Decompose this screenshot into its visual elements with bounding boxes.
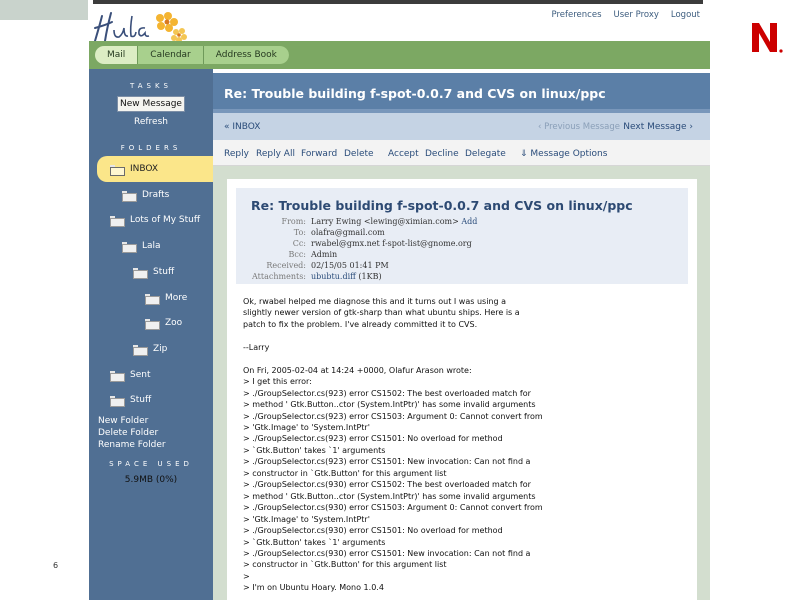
delete-folder-link[interactable]: Delete Folder bbox=[98, 428, 159, 438]
back-to-inbox-link[interactable]: « INBOX bbox=[224, 122, 261, 132]
add-contact-link[interactable]: Add bbox=[461, 217, 478, 226]
folder-label: Zoo bbox=[165, 318, 183, 328]
folder-icon bbox=[110, 371, 123, 380]
folder-label: More bbox=[165, 293, 188, 303]
folder-icon bbox=[110, 396, 123, 405]
novell-logo-icon bbox=[748, 20, 788, 60]
message-view bbox=[213, 69, 710, 600]
logout-link[interactable]: Logout bbox=[670, 10, 700, 20]
forward-link[interactable]: Forward bbox=[301, 149, 338, 159]
folder-icon bbox=[133, 345, 146, 354]
message-area bbox=[213, 166, 710, 600]
folder-label: INBOX bbox=[130, 164, 159, 174]
folder-icon bbox=[110, 216, 123, 225]
folder-drafts[interactable] bbox=[122, 190, 169, 200]
folder-open-icon bbox=[110, 165, 123, 174]
folder-icon bbox=[145, 294, 158, 303]
folder-stuff[interactable] bbox=[110, 395, 151, 405]
delete-link[interactable]: Delete bbox=[344, 149, 374, 159]
tab-mail[interactable]: Mail bbox=[95, 46, 138, 64]
space-used-value: 5.9MB (0%) bbox=[124, 475, 178, 485]
message-actions bbox=[213, 140, 710, 166]
top-links bbox=[552, 10, 700, 20]
folders-label: FOLDERS bbox=[120, 144, 182, 152]
folder-label: Stuff bbox=[153, 267, 175, 277]
subject-bar bbox=[213, 73, 710, 113]
folder-label: Stuff bbox=[130, 395, 152, 405]
next-message-link[interactable]: Next Message › bbox=[623, 122, 693, 132]
tab-calendar[interactable]: Calendar bbox=[138, 46, 203, 64]
message-card bbox=[227, 179, 697, 600]
folder-stuff-nested[interactable] bbox=[133, 267, 174, 277]
message-subject: Re: Trouble building f-spot-0.0.7 and CVS on linux/ppc bbox=[251, 198, 633, 213]
decline-link[interactable]: Decline bbox=[425, 149, 459, 159]
sidebar bbox=[89, 69, 213, 600]
message-header: Re: Trouble building f-spot-0.0.7 and CVS on linux/ppc From: Larry Ewing <lewing@ximian.com> Add To: olafra@gmail.com Cc: rwabel@gmx.net f-spot-list@gnome.org Bcc: Admin Received: 02/15/05 01:41 PM Attachments: ububtu.diff (1KB) bbox=[236, 188, 688, 284]
main-nav-tabs bbox=[95, 46, 289, 64]
page-title: Re: Trouble building f-spot-0.0.7 and CVS on linux/ppc bbox=[224, 86, 606, 101]
attachment-link[interactable]: ububtu.diff bbox=[311, 272, 356, 281]
folder-actions bbox=[98, 415, 166, 451]
folder-icon bbox=[122, 191, 135, 200]
message-body: Ok, rwabel helped me diagnose this and it turns out I was using a slightly newer version of gtk-sharp than what ubuntu ships. Here is a patch to fix the problem. I've already committed it to CVS. --Larry On Fri, 2005-02-04 at 14:24 +0000, Olafur Arason wrote: > I get this error: > ./GroupSelector.cs(923) error CS1502: The best overloaded match for > method ' Gtk.Button..ctor (System.IntPtr)' has some invalid arguments > ./GroupSelector.cs(923) error CS1503: Argument 0: Cannot convert from > 'Gtk.Image' to 'System.IntPtr' > ./GroupSelector.cs(923) error CS1501: No overload for method > `Gtk.Button' takes `1' arguments > ./GroupSelector.cs(923) error CS1501: New invocation: Can not find a > constructor in `Gtk.Button' for this argument list > ./GroupSelector.cs(930) error CS1502: The best overloaded match for > method ' Gtk.Button..ctor (System.IntPtr)' has some invalid arguments > ./GroupSelector.cs(930) error CS1503: Argument 0: Cannot convert from > 'Gtk.Image' to 'System.IntPtr' > ./GroupSelector.cs(930) error CS1501: No overload for method > `Gtk.Button' takes `1' arguments > ./GroupSelector.cs(930) error CS1501: New invocation: Can not find a > constructor in `Gtk.Button' for this argument list > > I'm on Ubuntu Hoary. Mono 1.0.4 bbox=[243, 297, 543, 593]
tasks-label: TASKS bbox=[130, 82, 172, 90]
tab-address-book[interactable]: Address Book bbox=[204, 46, 289, 64]
folder-zip[interactable] bbox=[133, 344, 167, 354]
rename-folder-link[interactable]: Rename Folder bbox=[98, 440, 166, 450]
folder-icon bbox=[122, 242, 135, 251]
folder-sent[interactable] bbox=[110, 370, 150, 380]
folder-label: Zip bbox=[153, 344, 168, 354]
folder-icon bbox=[145, 319, 158, 328]
folder-label: Sent bbox=[130, 370, 151, 380]
folder-label: Lots of My Stuff bbox=[130, 215, 201, 225]
new-folder-link[interactable]: New Folder bbox=[98, 416, 149, 426]
message-nav-row bbox=[213, 113, 710, 140]
hula-logo-icon bbox=[92, 8, 192, 44]
delegate-link[interactable]: Delegate bbox=[465, 149, 506, 159]
user-proxy-link[interactable]: User Proxy bbox=[613, 10, 659, 20]
preferences-link[interactable]: Preferences bbox=[551, 10, 602, 20]
reply-link[interactable]: Reply bbox=[224, 149, 249, 159]
reply-all-link[interactable]: Reply All bbox=[256, 149, 295, 159]
folder-lala[interactable] bbox=[122, 241, 161, 251]
folder-icon bbox=[133, 268, 146, 277]
hula-webmail-app bbox=[89, 0, 710, 600]
folder-label: Lala bbox=[142, 241, 161, 251]
previous-message-link[interactable]: ‹ Previous Message bbox=[538, 122, 620, 132]
folder-more[interactable] bbox=[145, 293, 187, 303]
from-address: Larry Ewing <lewing@ximian.com> bbox=[311, 217, 459, 226]
accept-link[interactable]: Accept bbox=[388, 149, 419, 159]
slide-number: 6 bbox=[53, 561, 59, 570]
folder-label: Drafts bbox=[142, 190, 170, 200]
space-used-label: SPACE USED bbox=[109, 460, 193, 468]
folder-inbox[interactable] bbox=[110, 164, 158, 174]
top-bar bbox=[93, 0, 703, 4]
folder-zoo[interactable] bbox=[145, 318, 182, 328]
message-options-link[interactable]: ⇓ Message Options bbox=[520, 149, 608, 159]
folder-lots-of-my-stuff[interactable] bbox=[110, 215, 200, 225]
refresh-link[interactable]: Refresh bbox=[134, 117, 168, 127]
new-message-button[interactable]: New Message bbox=[117, 96, 185, 112]
attachment-size: (1KB) bbox=[358, 272, 382, 281]
corner-bar bbox=[0, 0, 88, 20]
